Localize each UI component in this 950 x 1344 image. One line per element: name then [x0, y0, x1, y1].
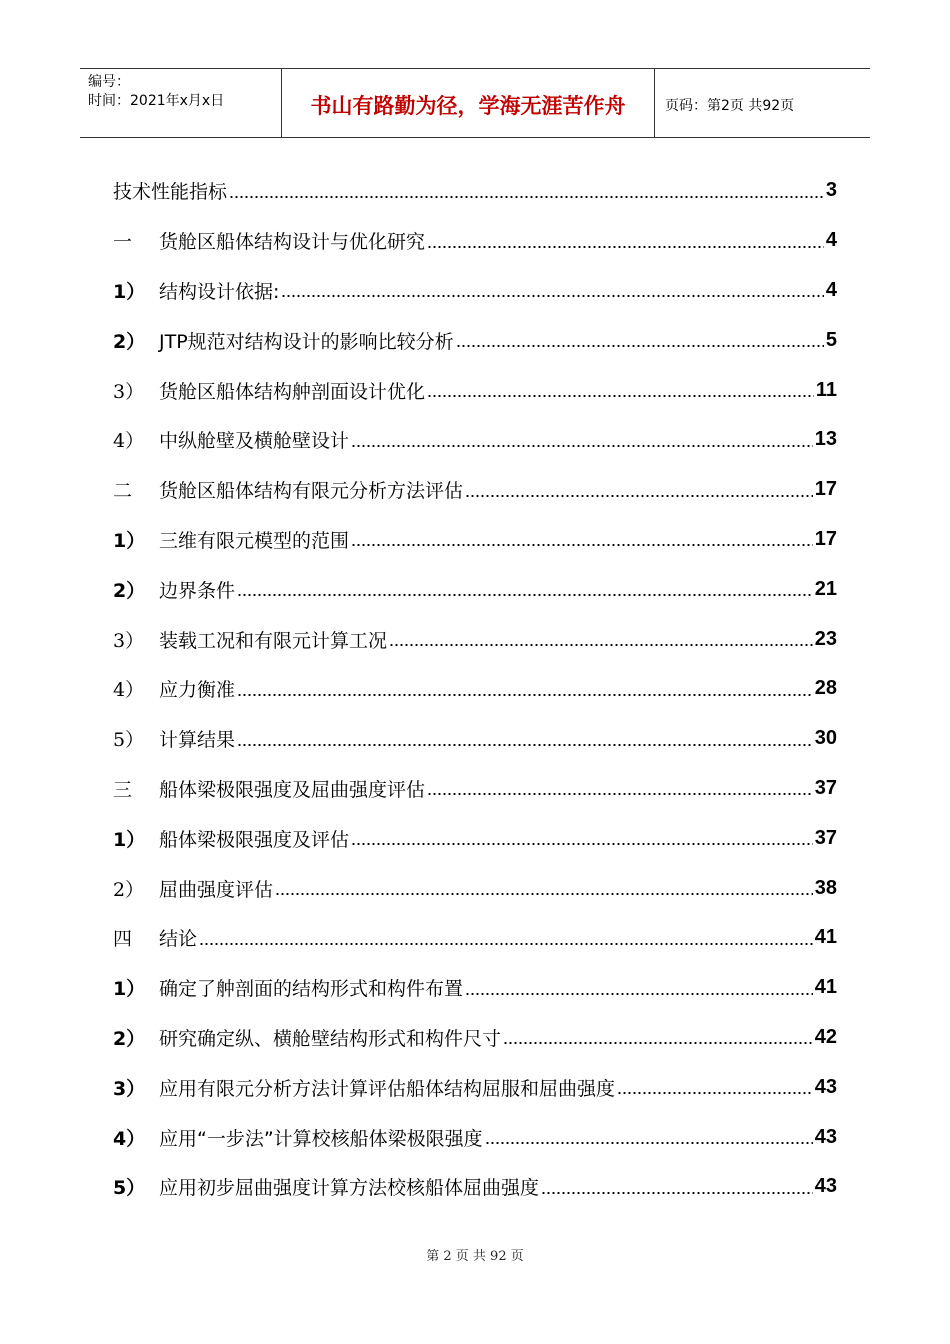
toc-entry-number: 1）	[113, 828, 146, 851]
toc-entry-title: 中纵舱壁及横舱壁设计	[159, 430, 350, 453]
header-meta	[80, 69, 281, 137]
dot-leader	[456, 345, 824, 347]
toc-entry[interactable]	[113, 614, 837, 664]
document-number-label: 编号：	[88, 74, 130, 90]
toc-entry-number: 5）	[113, 1177, 146, 1200]
toc-entry-page: 11	[815, 378, 837, 401]
toc-entry[interactable]	[113, 764, 837, 814]
dot-leader	[389, 644, 813, 646]
toc-entry[interactable]	[113, 515, 837, 565]
toc-entry-title: 货舱区船体结构有限元分析方法评估	[159, 480, 464, 503]
toc-entry-page: 41	[814, 926, 837, 949]
toc-entry-number: 2）	[113, 878, 145, 901]
toc-entry-number: 1）	[113, 978, 146, 1001]
table-of-contents	[113, 166, 837, 1212]
toc-entry-title: 确定了舯剖面的结构形式和构件布置	[159, 978, 464, 1001]
toc-entry-title: 船体梁极限强度及评估	[159, 828, 350, 851]
toc-entry-page: 37	[814, 776, 837, 799]
toc-entry[interactable]	[113, 315, 837, 365]
toc-entry[interactable]	[113, 714, 837, 764]
dot-leader	[427, 395, 814, 397]
toc-entry-number: 1）	[113, 529, 146, 552]
toc-entry[interactable]	[113, 216, 837, 266]
toc-entry-page: 42	[814, 1025, 837, 1048]
toc-entry-title: 边界条件	[159, 579, 236, 602]
toc-entry-number: 5）	[113, 729, 145, 752]
dot-leader	[281, 295, 823, 297]
dot-leader	[503, 1042, 813, 1044]
toc-entry[interactable]	[113, 564, 837, 614]
toc-entry-page: 4	[825, 278, 837, 301]
toc-entry-title: 计算结果	[159, 729, 236, 752]
toc-entry-page: 43	[814, 1125, 837, 1148]
toc-entry-page: 43	[814, 1075, 837, 1098]
toc-entry-title: 货舱区船体结构舯剖面设计优化	[159, 380, 426, 403]
toc-entry[interactable]	[113, 813, 837, 863]
toc-entry-page: 4	[825, 229, 837, 252]
toc-entry-page: 41	[814, 976, 837, 999]
toc-entry-title: 货舱区船体结构设计与优化研究	[159, 231, 426, 254]
toc-entry-number: 四	[113, 928, 133, 951]
toc-entry-page: 30	[814, 727, 837, 750]
toc-entry-number: 2）	[113, 1027, 146, 1050]
dot-leader	[237, 744, 813, 746]
dot-leader	[465, 993, 813, 995]
toc-entry[interactable]	[113, 465, 837, 515]
toc-entry-page: 43	[814, 1175, 837, 1198]
toc-entry[interactable]	[113, 415, 837, 465]
toc-entry-number: 3）	[113, 380, 145, 403]
toc-entry-title: 屈曲强度评估	[159, 878, 274, 901]
page-footer: 第 2 页 共 92 页	[426, 1249, 524, 1264]
dot-leader	[427, 246, 824, 248]
toc-entry-title: 应用“一步法”计算校核船体梁极限强度	[159, 1127, 483, 1150]
toc-entry-title: JTP规范对结构设计的影响比较分析	[159, 330, 454, 353]
dot-leader	[237, 694, 813, 696]
toc-entry-number: 4）	[113, 430, 145, 453]
toc-entry-number: 一	[113, 231, 133, 254]
dot-leader	[237, 594, 813, 596]
toc-entry[interactable]	[113, 963, 837, 1013]
toc-entry-page: 3	[825, 179, 837, 202]
toc-entry-page: 21	[814, 577, 837, 600]
document-time-label: 时间：2021年x月x日	[88, 93, 225, 109]
toc-entry-page: 13	[814, 428, 837, 451]
toc-entry[interactable]	[113, 1112, 837, 1162]
toc-entry-page: 17	[814, 527, 837, 550]
toc-entry[interactable]	[113, 913, 837, 963]
header-page-label: 页码：第2页 共92页	[665, 98, 795, 114]
toc-entry-page: 23	[814, 627, 837, 650]
toc-entry-title: 应用初步屈曲强度计算方法校核船体屈曲强度	[159, 1177, 540, 1200]
toc-entry[interactable]	[113, 664, 837, 714]
dot-leader	[541, 1192, 813, 1194]
toc-entry-number: 4）	[113, 679, 145, 702]
dot-leader	[427, 793, 813, 795]
dot-leader	[465, 495, 813, 497]
toc-entry-number: 2）	[113, 579, 146, 602]
toc-entry-title: 三维有限元模型的范围	[159, 529, 350, 552]
toc-entry-number: 二	[113, 480, 133, 503]
toc-entry-title: 船体梁极限强度及屈曲强度评估	[159, 778, 426, 801]
dot-leader	[351, 445, 813, 447]
toc-entry[interactable]	[113, 1062, 837, 1112]
toc-entry-page: 38	[814, 876, 837, 899]
toc-entry-number: 4）	[113, 1127, 146, 1150]
toc-entry-page: 5	[825, 328, 837, 351]
page-header	[80, 68, 870, 138]
toc-entry-title: 应用有限元分析方法计算评估船体结构屈服和屈曲强度	[159, 1077, 616, 1100]
toc-entry[interactable]	[113, 863, 837, 913]
dot-leader	[485, 1142, 813, 1144]
toc-entry-page: 17	[814, 478, 837, 501]
toc-entry[interactable]	[113, 1013, 837, 1063]
dot-leader	[199, 943, 813, 945]
toc-entry-number: 3）	[113, 1077, 146, 1100]
toc-entry-number: 3）	[113, 629, 145, 652]
dot-leader	[351, 544, 813, 546]
toc-entry-title: 装载工况和有限元计算工况	[159, 629, 388, 652]
toc-entry-number: 三	[113, 778, 133, 801]
toc-entry[interactable]	[113, 266, 837, 316]
toc-entry[interactable]	[113, 166, 837, 216]
toc-entry-title: 结构设计依据:	[159, 280, 280, 303]
toc-entry-title: 研究确定纵、横舱壁结构形式和构件尺寸	[159, 1027, 502, 1050]
toc-entry[interactable]	[113, 365, 837, 415]
dot-leader	[275, 893, 813, 895]
toc-entry-title: 结论	[159, 928, 198, 951]
dot-leader	[229, 196, 824, 198]
dot-leader	[351, 843, 813, 845]
toc-entry-title: 应力衡准	[159, 679, 236, 702]
toc-entry-title: 技术性能指标	[113, 181, 228, 204]
toc-entry[interactable]	[113, 1162, 837, 1212]
header-motto: 书山有路勤为径，学海无涯苦作舟	[281, 69, 655, 137]
dot-leader	[617, 1092, 813, 1094]
toc-entry-page: 37	[814, 826, 837, 849]
toc-entry-page: 28	[814, 677, 837, 700]
toc-entry-number: 1）	[113, 280, 146, 303]
toc-entry-number: 2）	[113, 330, 146, 353]
